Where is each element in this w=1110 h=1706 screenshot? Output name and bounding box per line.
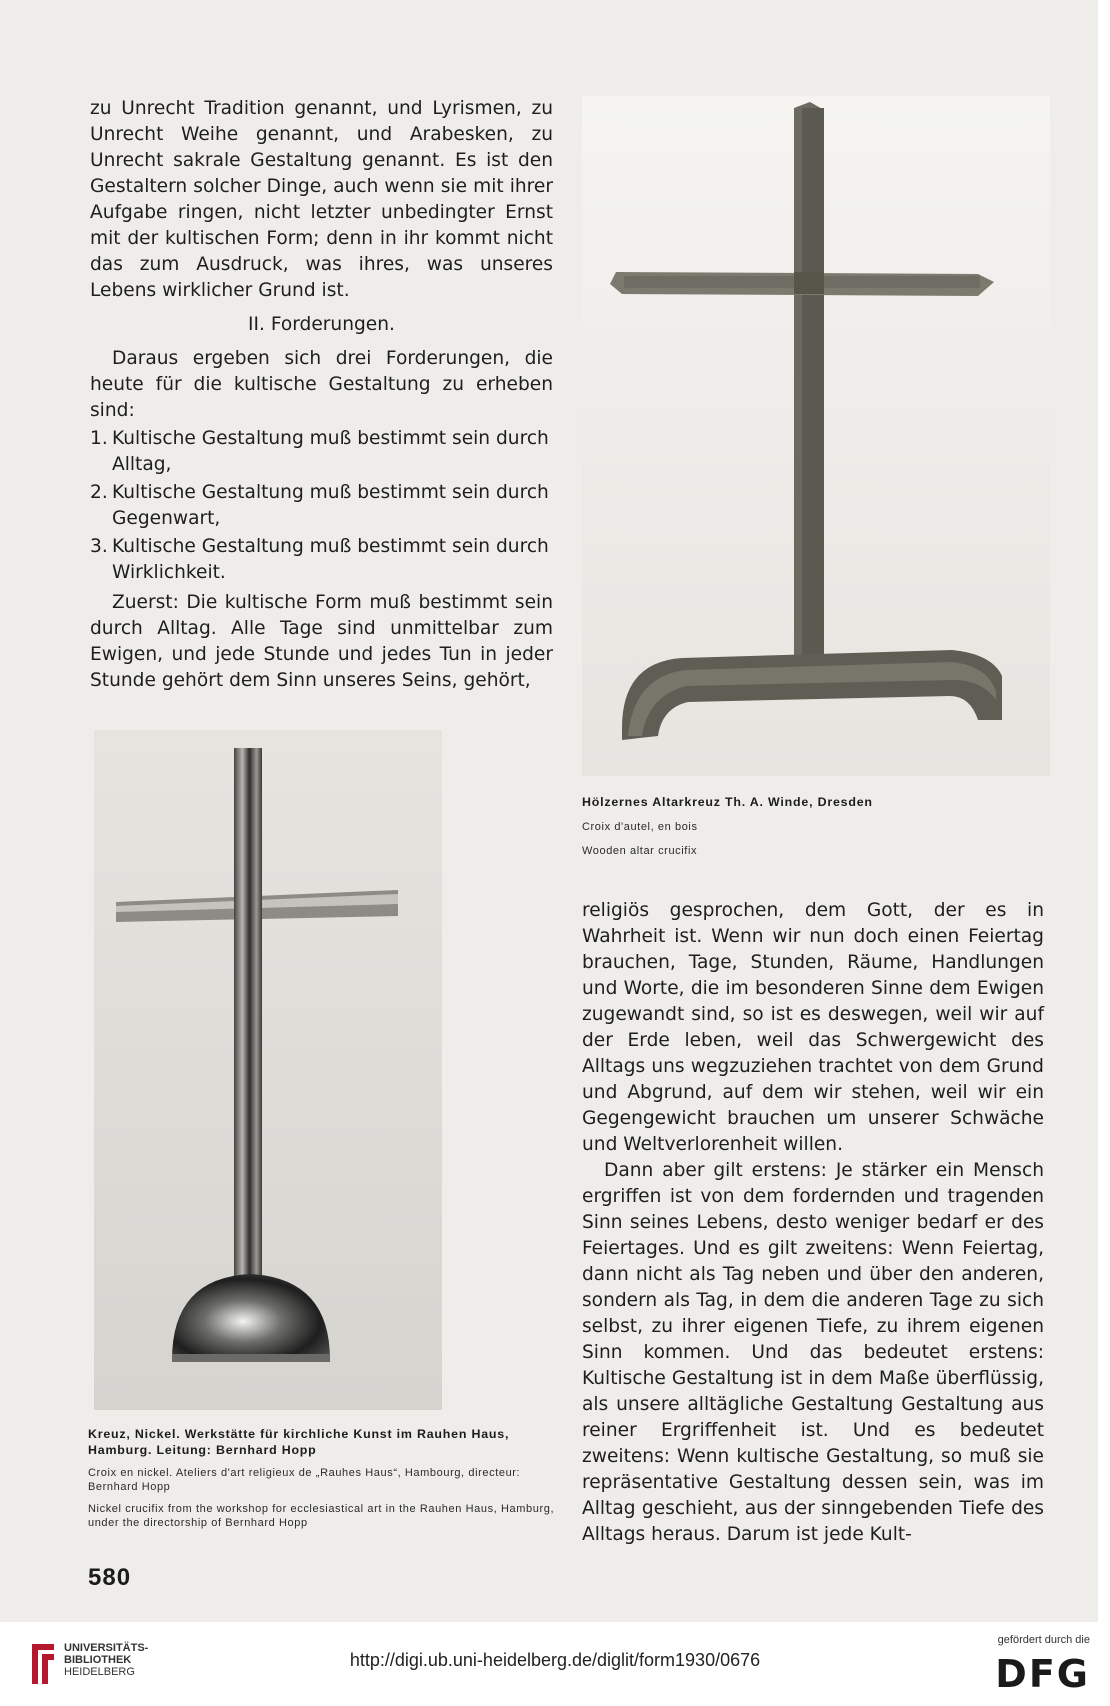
list-item bbox=[90, 426, 553, 478]
library-name-line: UNIVERSITÄTS- bbox=[64, 1642, 149, 1654]
caption-french: Croix d'autel, en bois bbox=[582, 821, 698, 833]
list-text: Kultische Gestaltung muß bestimmt sein durch Wirklichkeit. bbox=[112, 536, 549, 583]
requirements-list bbox=[90, 426, 553, 586]
caption-title: Hölzernes Altarkreuz Th. A. Winde, Dresden bbox=[582, 795, 873, 809]
list-text: Kultische Gestaltung muß bestimmt sein durch Alltag, bbox=[112, 428, 549, 475]
wooden-cross-image bbox=[582, 96, 1050, 776]
dfg-logo: DFG bbox=[995, 1652, 1090, 1696]
left-text-column bbox=[90, 96, 553, 694]
caption-title: Kreuz, Nickel. Werkstätte für kirchliche Kunst im Rauhen Haus, Hamburg. Leitung: Bernhard Hopp bbox=[88, 1427, 510, 1457]
list-text: Kultische Gestaltung muß bestimmt sein durch Gegenwart, bbox=[112, 482, 549, 529]
list-number: 2. bbox=[90, 482, 108, 503]
figure-caption-left bbox=[88, 1426, 556, 1530]
list-number: 1. bbox=[90, 428, 108, 449]
list-item bbox=[90, 480, 553, 532]
wooden-cross-photo bbox=[582, 96, 1050, 776]
figure-caption-right bbox=[582, 794, 1022, 858]
library-name-line: BIBLIOTHEK bbox=[64, 1654, 132, 1666]
caption-french: Croix en nickel. Ateliers d'art religieux de „Rauhes Haus“, Hambourg, directeur: Bernhard Hopp bbox=[88, 1467, 521, 1493]
digitization-footer bbox=[0, 1622, 1110, 1706]
right-text-column bbox=[582, 898, 1044, 1548]
page-number: 580 bbox=[88, 1564, 132, 1591]
library-name-line: HEIDELBERG bbox=[64, 1666, 135, 1678]
caption-english: Wooden altar crucifix bbox=[582, 845, 698, 857]
paragraph: Dann aber gilt erstens: Je stärker ein Mensch ergriffen ist von dem fordernden und tragenden Sinn seines Lebens, desto weniger bedarf er des Feiertages. Und es gilt zweitens: Wenn Feiertag, dann nicht als Tag neben und über den anderen, sondern als Tag, in dem die anderen Tage zu sich selbst, zu ihrer eigenen Tiefe, zu ihrem eigenen Sinn kommen. Und das bedeutet erstens: Kultische Gestaltung ist in dem Maße überflüssig, als unsere alltägliche Gestaltung Gestaltung aus reiner Ergriffenheit ist. Und es bedeutet zweitens: Wenn kultische Gestaltung, so muß sie repräsentative Gestaltung dessen sein, was im Alltag geschieht, aus der sinngebenden Tiefe des Alltags heraus. Darum ist jede Kult- bbox=[582, 1160, 1044, 1545]
source-url-link[interactable]: http://digi.ub.uni-heidelberg.de/diglit/form1930/0676 bbox=[349, 1650, 761, 1670]
section-heading: II. Forderungen. bbox=[248, 314, 395, 335]
nickel-cross-photo bbox=[94, 730, 442, 1410]
caption-english: Nickel crucifix from the workshop for ecclesiastical art in the Rauhen Haus, Hamburg, under the directorship of Bernhard Hopp bbox=[88, 1503, 555, 1529]
paragraph: zu Unrecht Tradition genannt, und Lyrismen, zu Unrecht Weihe genannt, und Arabesken, zu Unrecht sakrale Gestaltung genannt. Es ist den Gestaltern solcher Dinge, auch wenn sie mit ihrer Aufgabe ringen, nicht letzter unbedingter Ernst mit der kultischen Form; denn in ihr kommt nicht das zum Ausdruck, was ihres, was unseres Lebens wirklicher Grund ist. bbox=[90, 98, 553, 301]
paragraph: Zuerst: Die kultische Form muß bestimmt sein durch Alltag. Alle Tage sind unmittelbar zum Ewigen, und jede Stunde und jedes Tun in jeder Stunde gehört dem Sinn unseres Seins, gehört, bbox=[90, 592, 553, 691]
list-number: 3. bbox=[90, 536, 108, 557]
footer-url-row bbox=[0, 1650, 1110, 1671]
paragraph: Daraus ergeben sich drei Forderungen, die heute für die kultische Gestaltung zu erheben sind: bbox=[90, 348, 553, 421]
paragraph: religiös gesprochen, dem Gott, der es in Wahrheit ist. Wenn wir nun doch einen Feiertag brauchen, Tage, Stunden, Räume, Handlungen und Worte, die im besonderen Sinne dem Ewigen zugewandt sind, so ist es deswegen, weil wir auf der Erde leben, weil das Schwergewicht des Alltags uns wegzuziehen trachtet von dem Grund und Abgrund, auf dem wir stehen, weil wir ein Gegengewicht brauchen um unserer Schwäche und Weltverlorenheit willen. bbox=[582, 900, 1044, 1155]
nickel-cross-image bbox=[94, 730, 442, 1410]
list-item bbox=[90, 534, 553, 586]
funding-label: gefördert durch die bbox=[997, 1634, 1090, 1646]
